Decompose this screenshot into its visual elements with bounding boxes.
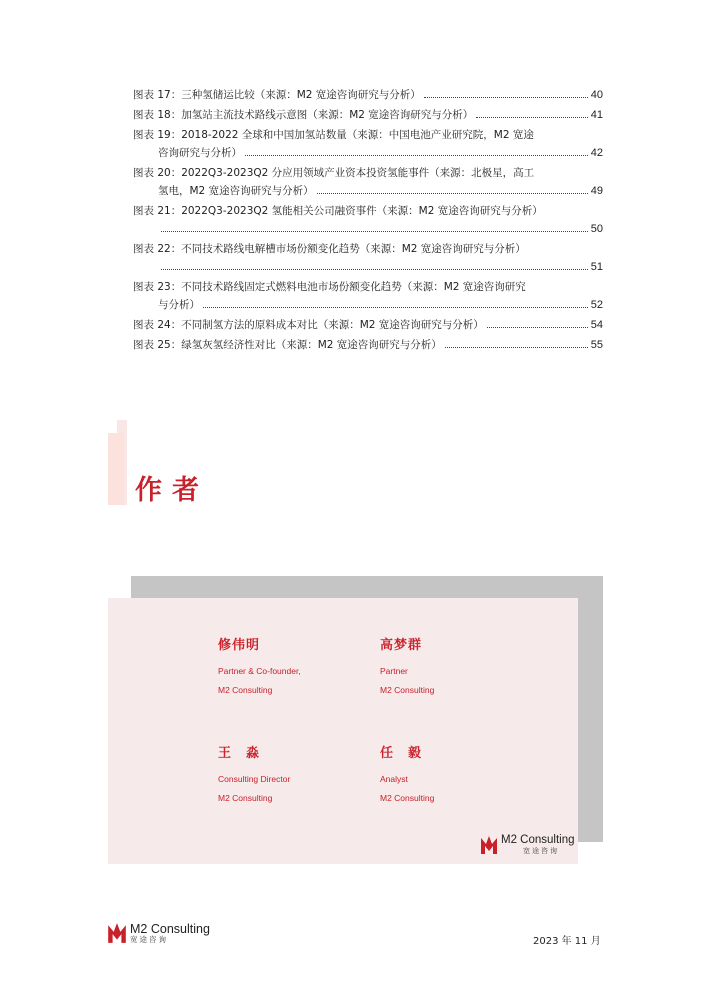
toc-entry-text: 图表 25：绿氢灰氢经济性对比（来源：M2 宽途咨询研究与分析） xyxy=(133,339,442,351)
brand-name-en: M2 Consulting xyxy=(501,834,575,847)
toc-page-number: 54 xyxy=(590,319,603,331)
toc-page-number: 41 xyxy=(590,109,603,121)
toc-entry-line xyxy=(133,182,603,200)
toc-entry-text: 图表 23：不同技术路线固定式燃料电池市场份额变化趋势（来源：M2 宽途咨询研究 xyxy=(133,281,526,293)
section-title: 作者 xyxy=(135,475,209,506)
toc-entry-text: 咨询研究与分析） xyxy=(158,147,242,159)
toc-entry[interactable] xyxy=(133,336,603,354)
toc-entry[interactable] xyxy=(133,278,603,314)
toc-entry-text: 图表 19：2018-2022 全球和中国加氢站数量（来源：中国电池产业研究院，M2 宽途 xyxy=(133,129,534,141)
author-card xyxy=(108,598,578,864)
m2-logo-icon xyxy=(480,835,498,855)
table-of-figures xyxy=(133,86,603,354)
toc-entry-line xyxy=(133,316,603,334)
dot-leader xyxy=(487,327,588,328)
author-3 xyxy=(218,742,290,808)
toc-entry[interactable] xyxy=(133,106,603,124)
dot-leader xyxy=(317,193,588,194)
toc-entry-line xyxy=(133,258,603,276)
toc-entry[interactable] xyxy=(133,202,603,238)
toc-entry-line xyxy=(133,106,603,124)
author-name: 修伟明 xyxy=(218,637,261,652)
author-company: M2 Consulting xyxy=(380,793,435,803)
author-title: Partner & Co-founder, xyxy=(218,666,301,676)
toc-page-number: 42 xyxy=(590,147,603,159)
toc-page-number: 52 xyxy=(590,299,603,311)
toc-page-number: 49 xyxy=(590,185,603,197)
brand-name-en: M2 Consulting xyxy=(130,921,210,936)
heading-decoration-block xyxy=(108,433,124,505)
author-name: 高梦群 xyxy=(380,637,423,652)
toc-entry-text: 氢电，M2 宽途咨询研究与分析） xyxy=(158,185,314,197)
toc-page-number: 55 xyxy=(590,339,603,351)
author-name: 任 毅 xyxy=(380,745,423,760)
brand-name-cn: 宽途咨询 xyxy=(523,846,559,855)
toc-entry-text: 图表 21：2022Q3-2023Q2 氢能相关公司融资事件（来源：M2 宽途咨询研究与分析） xyxy=(133,205,543,217)
footer-logo xyxy=(107,922,210,944)
author-name: 王 淼 xyxy=(218,745,261,760)
author-2 xyxy=(380,634,434,700)
author-title: Analyst xyxy=(380,774,408,784)
toc-entry-text: 图表 24：不同制氢方法的原料成本对比（来源：M2 宽途咨询研究与分析） xyxy=(133,319,484,331)
author-1 xyxy=(218,634,301,700)
author-company: M2 Consulting xyxy=(218,793,273,803)
publication-date: 2023 年 11 月 xyxy=(533,936,601,947)
toc-entry-text: 图表 18：加氢站主流技术路线示意图（来源：M2 宽途咨询研究与分析） xyxy=(133,109,474,121)
toc-entry-line xyxy=(133,296,603,314)
toc-entry[interactable] xyxy=(133,316,603,334)
dot-leader xyxy=(161,269,588,270)
toc-entry-text: 与分析） xyxy=(158,299,200,311)
toc-entry-text: 图表 17：三种氢储运比较（来源：M2 宽途咨询研究与分析） xyxy=(133,89,421,101)
toc-entry[interactable] xyxy=(133,240,603,276)
author-title: Consulting Director xyxy=(218,774,291,784)
card-logo xyxy=(480,835,575,855)
toc-entry-text: 图表 20：2022Q3-2023Q2 分应用领域产业资本投资氢能事件（来源：北极星，高工 xyxy=(133,167,535,179)
toc-entry[interactable] xyxy=(133,126,603,162)
toc-entry-line xyxy=(133,144,603,162)
author-4 xyxy=(380,742,434,808)
toc-entry[interactable] xyxy=(133,86,603,104)
dot-leader xyxy=(203,307,588,308)
dot-leader xyxy=(476,117,587,118)
author-title: Partner xyxy=(380,666,408,676)
author-company: M2 Consulting xyxy=(218,685,273,695)
m2-logo-icon xyxy=(107,922,127,944)
toc-page-number: 50 xyxy=(590,223,603,235)
author-company: M2 Consulting xyxy=(380,685,435,695)
toc-entry-text: 图表 22：不同技术路线电解槽市场份额变化趋势（来源：M2 宽途咨询研究与分析） xyxy=(133,243,526,255)
toc-entry[interactable] xyxy=(133,164,603,200)
toc-entry-line xyxy=(133,86,603,104)
brand-name-cn: 宽途咨询 xyxy=(130,935,168,944)
dot-leader xyxy=(245,155,588,156)
toc-entry-line xyxy=(133,336,603,354)
dot-leader xyxy=(445,347,588,348)
toc-entry-line xyxy=(133,220,603,238)
dot-leader xyxy=(424,97,588,98)
dot-leader xyxy=(161,231,588,232)
toc-page-number: 40 xyxy=(590,89,603,101)
toc-page-number: 51 xyxy=(590,261,603,273)
